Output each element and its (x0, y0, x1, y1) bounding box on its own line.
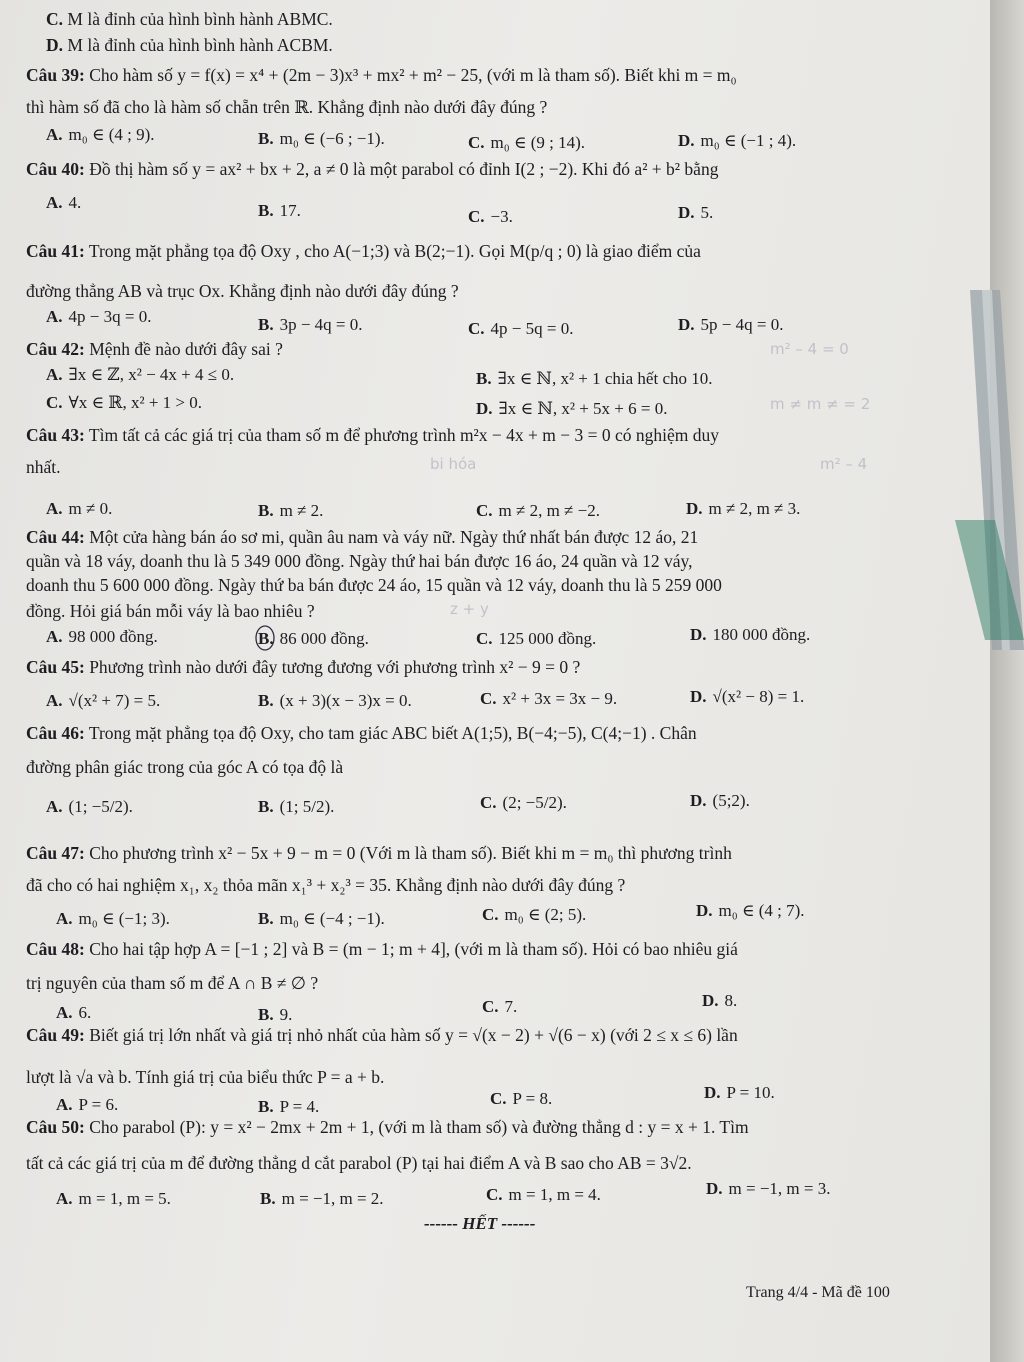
q45-option-d: D. √(x² − 8) = 1. (690, 687, 805, 706)
question-49: Câu 49: Biết giá trị lớn nhất và giá trị nhỏ nhất của hàm số y = √(x − 2) + √(6 − x) (với 2 ≤ x ≤ 6) lần (26, 1025, 738, 1045)
question-47: Câu 47: Cho phương trình x² − 5x + 9 − m = 0 (Với m là tham số). Biết khi m = m₀ thì phương trình (26, 843, 732, 863)
question-46-line2: đường phân giác trong của góc A có tọa độ là (26, 757, 344, 777)
q45-option-c: C. x² + 3x = 3x − 9. (480, 689, 618, 708)
question-43: Câu 43: Tìm tất cả các giá trị của tham số m để phương trình m²x − 4x + m − 3 = 0 có nghiệm duy (26, 425, 720, 445)
q50-option-c: C. m = 1, m = 4. (486, 1185, 601, 1204)
q50-option-b: B. m = −1, m = 2. (260, 1189, 384, 1208)
question-42: Câu 42: Mệnh đề nào dưới đây sai ? (26, 339, 283, 359)
question-48: Câu 48: Cho hai tập hợp A = [−1 ; 2] và B = (m − 1; m + 4], (với m là tham số). Hỏi có bao nhiêu giá (26, 939, 738, 959)
question-45: Câu 45: Phương trình nào dưới đây tương đương với phương trình x² − 9 = 0 ? (26, 657, 581, 677)
q40-option-a: A. 4. (46, 193, 82, 212)
page-footer: Trang 4/4 - Mã đề 100 (746, 1284, 890, 1301)
q46-option-c: C. (2; −5/2). (480, 793, 567, 812)
question-49-line2: lượt là √a và b. Tính giá trị của biểu thức P = a + b. (26, 1067, 385, 1087)
question-40: Câu 40: Đồ thị hàm số y = ax² + bx + 2, a ≠ 0 là một parabol có đỉnh I(2 ; −2). Khi đó a² + b² bằng (26, 159, 719, 179)
question-50-line2: tất cả các giá trị của m để đường thẳng d cắt parabol (P) tại hai điểm A và B sao cho AB = 3√2. (26, 1153, 692, 1173)
q41-option-c: C. 4p − 5q = 0. (468, 319, 574, 338)
q45-option-b: B. (x + 3)(x − 3)x = 0. (258, 691, 412, 710)
question-39: Câu 39: Cho hàm số y = f(x) = x⁴ + (2m − 3)x³ + mx² + m² − 25, (với m là tham số). Biết khi m = m₀ (26, 65, 737, 85)
q46-option-a: A. (1; −5/2). (46, 797, 133, 816)
q49-option-a: A. P = 6. (56, 1095, 119, 1114)
q39-option-b: B. m₀ ∈ (−6 ; −1). (258, 129, 385, 148)
q47-option-c: C. m₀ ∈ (2; 5). (482, 905, 587, 924)
q48-option-d: D. 8. (702, 991, 738, 1010)
pre-option-c: C. M là đỉnh của hình bình hành ABMC. (46, 9, 333, 29)
question-44: Câu 44: Một cửa hàng bán áo sơ mi, quần âu nam và váy nữ. Ngày thứ nhất bán được 12 áo, 21 (26, 527, 699, 547)
q49-option-b: B. P = 4. (258, 1097, 320, 1116)
q41-option-b: B. 3p − 4q = 0. (258, 315, 363, 334)
question-44-line3: doanh thu 5 600 000 đồng. Ngày thứ ba bán được 24 áo, 15 quần và 12 váy, doanh thu là 5 259 000 (26, 575, 722, 595)
question-41: Câu 41: Trong mặt phẳng tọa độ Oxy , cho A(−1;3) và B(2;−1). Gọi M(p/q ; 0) là giao điểm của (26, 241, 701, 261)
q43-option-c: C. m ≠ 2, m ≠ −2. (476, 501, 600, 520)
pencil-scribble: bi hóa (430, 455, 477, 473)
q44-option-c: C. 125 000 đồng. (476, 629, 597, 648)
q48-option-b: B. 9. (258, 1005, 293, 1024)
q47-option-a: A. m₀ ∈ (−1; 3). (56, 909, 170, 928)
answer-circle-mark (254, 624, 276, 652)
q42-option-b: B. ∃x ∈ ℕ, x² + 1 chia hết cho 10. (476, 369, 713, 388)
q43-option-b: B. m ≠ 2. (258, 501, 324, 520)
background-table (990, 0, 1024, 1362)
pen-image (955, 520, 1024, 640)
q42-option-c: C. ∀x ∈ ℝ, x² + 1 > 0. (46, 393, 203, 412)
q39-option-a: A. m₀ ∈ (4 ; 9). (46, 125, 155, 144)
q40-option-c: C. −3. (468, 207, 513, 226)
pencil-scribble: m² – 4 = 0 (770, 340, 849, 358)
q49-option-c: C. P = 8. (490, 1089, 553, 1108)
q43-option-d: D. m ≠ 2, m ≠ 3. (686, 499, 801, 518)
q40-option-d: D. 5. (678, 203, 714, 222)
q44-option-b: B. 86 000 đồng. (258, 628, 369, 650)
q40-option-b: B. 17. (258, 201, 301, 220)
question-47-line2: đã cho có hai nghiệm x₁, x₂ thỏa mãn x₁³ + x₂³ = 35. Khẳng định nào dưới đây đúng ? (26, 875, 626, 895)
question-43-line2: nhất. (26, 457, 61, 477)
pencil-scribble: m² – 4 (820, 455, 868, 473)
q41-option-a: A. 4p − 3q = 0. (46, 307, 152, 326)
q44-option-a: A. 98 000 đồng. (46, 627, 158, 646)
end-marker: ------ HẾT ------ (424, 1214, 536, 1233)
q39-option-c: C. m₀ ∈ (9 ; 14). (468, 133, 586, 152)
q42-option-a: A. ∃x ∈ ℤ, x² − 4x + 4 ≤ 0. (46, 365, 235, 384)
q48-option-c: C. 7. (482, 997, 518, 1016)
question-39-line2: thì hàm số đã cho là hàm số chẵn trên ℝ. Khẳng định nào dưới đây đúng ? (26, 97, 548, 117)
q47-option-b: B. m₀ ∈ (−4 ; −1). (258, 909, 385, 928)
pencil-scribble: z + y (450, 600, 489, 618)
pre-option-d: D. M là đỉnh của hình bình hành ACBM. (46, 35, 333, 55)
question-48-line2: trị nguyên của tham số m để A ∩ B ≠ ∅ ? (26, 973, 319, 993)
q50-option-d: D. m = −1, m = 3. (706, 1179, 831, 1198)
q41-option-d: D. 5p − 4q = 0. (678, 315, 784, 334)
q44-option-d: D. 180 000 đồng. (690, 625, 811, 644)
pencil-scribble: m ≠ m ≠ = 2 (770, 395, 871, 413)
question-50: Câu 50: Cho parabol (P): y = x² − 2mx + 2m + 1, (với m là tham số) và đường thẳng d : y = x + 1. Tìm (26, 1117, 749, 1137)
question-41-line2: đường thẳng AB và trục Ox. Khẳng định nào dưới đây đúng ? (26, 281, 459, 301)
question-46: Câu 46: Trong mặt phẳng tọa độ Oxy, cho tam giác ABC biết A(1;5), B(−4;−5), C(4;−1) . Chân (26, 723, 697, 743)
q49-option-d: D. P = 10. (704, 1083, 775, 1102)
q47-option-d: D. m₀ ∈ (4 ; 7). (696, 901, 805, 920)
q50-option-a: A. m = 1, m = 5. (56, 1189, 171, 1208)
question-44-line2: quần và 18 váy, doanh thu là 5 349 000 đồng. Ngày thứ hai bán được 16 áo, 24 quần và 12 váy, (26, 551, 693, 571)
q45-option-a: A. √(x² + 7) = 5. (46, 691, 161, 710)
q39-option-d: D. m₀ ∈ (−1 ; 4). (678, 131, 797, 150)
q46-option-b: B. (1; 5/2). (258, 797, 335, 816)
q43-option-a: A. m ≠ 0. (46, 499, 113, 518)
q42-option-d: D. ∃x ∈ ℕ, x² + 5x + 6 = 0. (476, 399, 668, 418)
q46-option-d: D. (5;2). (690, 791, 750, 810)
q48-option-a: A. 6. (56, 1003, 92, 1022)
question-44-line4: đồng. Hỏi giá bán mỗi váy là bao nhiêu ? (26, 601, 315, 621)
